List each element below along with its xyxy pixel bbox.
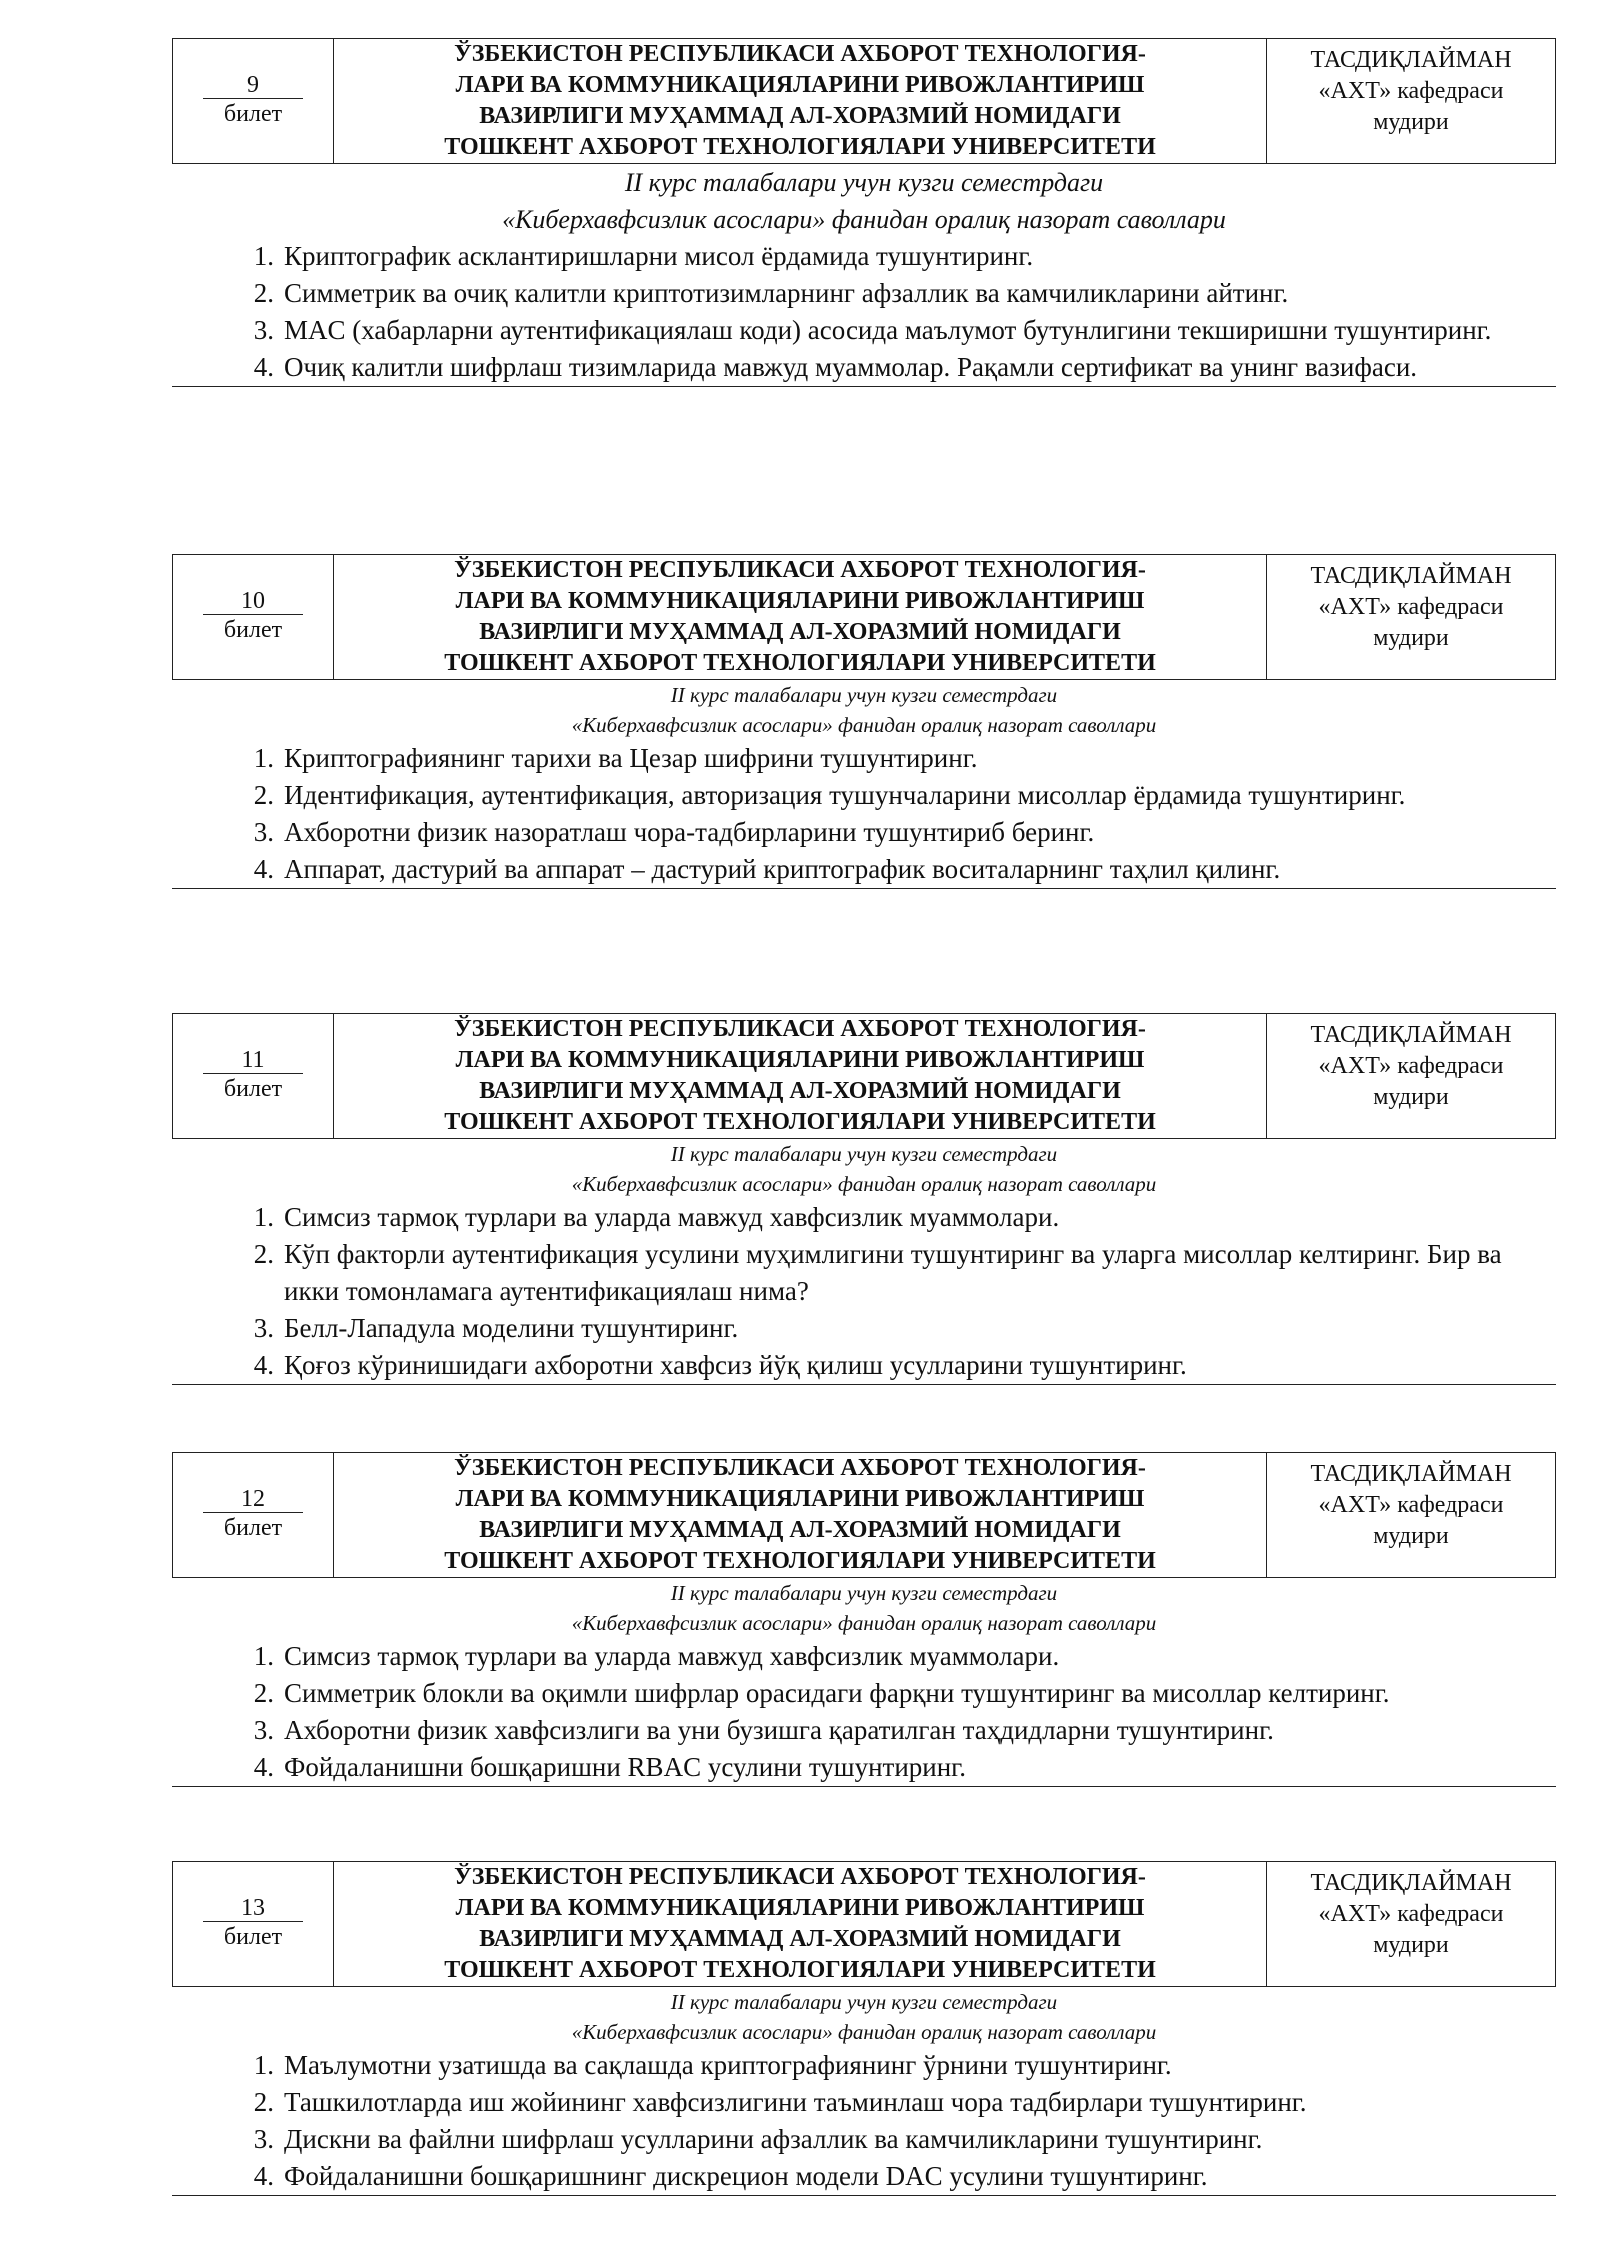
question-text: Криптографиянинг тарихи ва Цезар шифрини тушунтиринг. [284,743,978,773]
question-item [172,2047,1556,2084]
approval-line: ТАСДИҚЛАЙМАН [1310,1870,1512,1896]
subtitle-subject: «Киберхавфсизлик асослари» фанидан оралиқ назорат саволлари [571,1611,1157,1635]
approval-line: мудири [1373,1932,1449,1958]
approval-line: мудири [1373,1523,1449,1549]
subtitle-course: II курс талабалари учун кузги семестрдаги [670,1142,1058,1166]
approval-cell [1267,1862,1555,1986]
question-list [172,740,1556,889]
approval-line: мудири [1373,109,1449,135]
ticket-number: 10 [203,588,303,615]
question-text: Криптографик асклантиришларни мисол ёрдамида тушунтиринг. [284,241,1034,271]
ticket-number-cell [173,555,334,679]
ticket-number-cell [173,1453,334,1577]
question-item [172,349,1556,386]
question-number: 4. [253,1752,274,1782]
question-text: Дискни ва файлни шифрлаш усулларини афзаллик ва камчиликларини тушунтиринг. [284,2124,1263,2154]
question-number: 2. [253,278,274,308]
question-item [172,1310,1556,1347]
university-line: ЛАРИ ВА КОММУНИКАЦИЯЛАРИНИ РИВОЖЛАНТИРИШ [455,1047,1145,1073]
university-line: ТОШКЕНТ АХБОРОТ ТЕХНОЛОГИЯЛАРИ УНИВЕРСИТЕТИ [444,1109,1156,1135]
approval-line: ТАСДИҚЛАЙМАН [1310,1022,1512,1048]
approval-line: ТАСДИҚЛАЙМАН [1310,563,1512,589]
question-text: Фойдаланишни бошқаришнинг дискрецион модели DAC усулини тушунтиринг. [284,2161,1208,2191]
university-line: ЎЗБЕКИСТОН РЕСПУБЛИКАСИ АХБОРОТ ТЕХНОЛОГИЯ- [454,557,1146,583]
question-item [172,1712,1556,1749]
university-line: ЎЗБЕКИСТОН РЕСПУБЛИКАСИ АХБОРОТ ТЕХНОЛОГИЯ- [454,1016,1146,1042]
question-number: 2. [253,2087,274,2117]
ticket-number: 9 [203,72,303,99]
approval-line: мудири [1373,625,1449,651]
question-text: Симсиз тармоқ турлари ва уларда мавжуд хавфсизлик муаммолари. [284,1641,1060,1671]
ticket-header [172,554,1556,680]
question-number: 3. [253,1313,274,1343]
question-item [172,1638,1556,1675]
approval-line: ТАСДИҚЛАЙМАН [1310,1461,1512,1487]
ticket-number: 11 [203,1047,303,1074]
ticket-11 [172,1013,1556,1385]
question-number: 3. [253,315,274,345]
subtitle-subject: «Киберхавфсизлик асослари» фанидан оралиқ назорат саволлари [571,1172,1157,1196]
university-line: ТОШКЕНТ АХБОРОТ ТЕХНОЛОГИЯЛАРИ УНИВЕРСИТЕТИ [444,650,1156,676]
question-number: 1. [253,1641,274,1671]
university-name [334,1862,1267,1986]
approval-line: «АХТ» кафедраси [1318,1492,1504,1518]
approval-line: мудири [1373,1084,1449,1110]
question-item [172,312,1556,349]
question-list [172,238,1556,387]
question-item [172,814,1556,851]
university-name [334,1453,1267,1577]
question-item [172,777,1556,814]
question-number: 1. [253,241,274,271]
ticket-number-cell [173,1014,334,1138]
question-number: 4. [253,854,274,884]
subtitle-course: II курс талабалари учун кузги семестрдаги [670,1990,1058,2014]
question-item [172,2121,1556,2158]
subtitle-course: II курс талабалари учун кузги семестрдаги [670,683,1058,707]
question-list [172,1199,1556,1385]
ticket-number: 13 [203,1895,303,1922]
question-item [172,1749,1556,1786]
ticket-word: билет [223,617,283,643]
question-number: 2. [253,780,274,810]
question-number: 4. [253,352,274,382]
question-text: Ташкилотларда иш жойининг хавфсизлигини таъминлаш чора тадбирлари тушунтиринг. [284,2087,1307,2117]
question-text: Ахборотни физик хавфсизлиги ва уни бузишга қаратилган таҳдидларни тушунтиринг. [284,1715,1274,1745]
question-item [172,1199,1556,1236]
question-item [172,1347,1556,1384]
question-item [172,851,1556,888]
university-line: ЎЗБЕКИСТОН РЕСПУБЛИКАСИ АХБОРОТ ТЕХНОЛОГИЯ- [454,1455,1146,1481]
question-number: 4. [253,2161,274,2191]
subtitle-subject: «Киберхавфсизлик асослари» фанидан оралиқ назорат саволлари [502,205,1226,234]
university-line: ЎЗБЕКИСТОН РЕСПУБЛИКАСИ АХБОРОТ ТЕХНОЛОГИЯ- [454,1864,1146,1890]
approval-cell [1267,555,1555,679]
ticket-12 [172,1452,1556,1787]
question-item [172,2158,1556,2195]
question-text: Симметрик ва очиқ калитли криптотизимларнинг афзаллик ва камчиликларини айтинг. [284,278,1289,308]
university-line: ЛАРИ ВА КОММУНИКАЦИЯЛАРИНИ РИВОЖЛАНТИРИШ [455,1486,1145,1512]
question-number: 1. [253,1202,274,1232]
question-number: 1. [253,743,274,773]
ticket-13 [172,1861,1556,2196]
question-text: Фойдаланишни бошқаришни RBAC усулини тушунтиринг. [284,1752,966,1782]
question-number: 4. [253,1350,274,1380]
question-number: 3. [253,2124,274,2154]
question-number: 2. [253,1678,274,1708]
question-item [172,238,1556,275]
subtitle-course: II курс талабалари учун кузги семестрдаги [624,168,1104,197]
approval-line: ТАСДИҚЛАЙМАН [1310,47,1512,73]
ticket-word: билет [223,1515,283,1541]
university-line: ЎЗБЕКИСТОН РЕСПУБЛИКАСИ АХБОРОТ ТЕХНОЛОГИЯ- [454,41,1146,67]
university-line: ТОШКЕНТ АХБОРОТ ТЕХНОЛОГИЯЛАРИ УНИВЕРСИТЕТИ [444,1957,1156,1983]
approval-cell [1267,1453,1555,1577]
question-list [172,1638,1556,1787]
question-text: Очиқ калитли шифрлаш тизимларида мавжуд муаммолар. Рақамли сертификат ва унинг вазифаси. [284,352,1418,382]
approval-line: «АХТ» кафедраси [1318,594,1504,620]
university-line: ЛАРИ ВА КОММУНИКАЦИЯЛАРИНИ РИВОЖЛАНТИРИШ [455,1895,1145,1921]
ticket-word: билет [223,101,283,127]
question-number: 3. [253,1715,274,1745]
ticket-number-cell [173,39,334,163]
university-line: ВАЗИРЛИГИ МУҲАММАД АЛ-ХОРАЗМИЙ НОМИДАГИ [479,1078,1121,1104]
question-number: 1. [253,2050,274,2080]
ticket-10 [172,554,1556,889]
ticket-word: билет [223,1924,283,1950]
subtitle-subject: «Киберхавфсизлик асослари» фанидан оралиқ назорат саволлари [571,713,1157,737]
question-number: 3. [253,817,274,847]
approval-line: «АХТ» кафедраси [1318,1901,1504,1927]
university-line: ТОШКЕНТ АХБОРОТ ТЕХНОЛОГИЯЛАРИ УНИВЕРСИТЕТИ [444,134,1156,160]
approval-cell [1267,1014,1555,1138]
question-item [172,275,1556,312]
ticket-number-cell [173,1862,334,1986]
question-text: MAC (хабарларни аутентификациялаш коди) асосида маълумот бутунлигини текширишни тушунтиринг. [284,315,1492,345]
question-text: Аппарат, дастурий ва аппарат – дастурий криптографик воситаларнинг таҳлил қилинг. [284,854,1281,884]
question-text: Қоғоз кўринишидаги ахборотни хавфсиз йўқ қилиш усулларини тушунтиринг. [284,1350,1187,1380]
question-text: Маълумотни узатишда ва сақлашда криптографиянинг ўрнини тушунтиринг. [284,2050,1172,2080]
ticket-number: 12 [203,1486,303,1513]
university-name [334,555,1267,679]
approval-line: «АХТ» кафедраси [1318,1053,1504,1079]
question-text: Симметрик блокли ва оқимли шифрлар орасидаги фарқни тушунтиринг ва мисоллар келтиринг. [284,1678,1390,1708]
subtitle-course: II курс талабалари учун кузги семестрдаги [670,1581,1058,1605]
subtitle-subject: «Киберхавфсизлик асослари» фанидан оралиқ назорат саволлари [571,2020,1157,2044]
ticket-9 [172,38,1556,387]
question-item [172,2084,1556,2121]
ticket-header [172,1452,1556,1578]
approval-line: «АХТ» кафедраси [1318,78,1504,104]
question-text: Идентификация, аутентификация, авторизация тушунчаларини мисоллар ёрдамида тушунтиринг. [284,780,1406,810]
ticket-header [172,1861,1556,1987]
university-name [334,39,1267,163]
question-number: 2. [253,1239,274,1269]
university-line: ЛАРИ ВА КОММУНИКАЦИЯЛАРИНИ РИВОЖЛАНТИРИШ [455,588,1145,614]
question-text: Белл-Лападула моделини тушунтиринг. [284,1313,739,1343]
university-line: ЛАРИ ВА КОММУНИКАЦИЯЛАРИНИ РИВОЖЛАНТИРИШ [455,72,1145,98]
approval-cell [1267,39,1555,163]
university-line: ВАЗИРЛИГИ МУҲАММАД АЛ-ХОРАЗМИЙ НОМИДАГИ [479,1926,1121,1952]
question-text: Кўп факторли аутентификация усулини муҳимлигини тушунтиринг ва уларга мисоллар келтиринг. Бир ва икки томонламага аутентификациялаш нима? [284,1239,1502,1306]
university-line: ВАЗИРЛИГИ МУҲАММАД АЛ-ХОРАЗМИЙ НОМИДАГИ [479,619,1121,645]
question-text: Ахборотни физик назоратлаш чора-тадбирларини тушунтириб беринг. [284,817,1095,847]
question-list [172,2047,1556,2196]
ticket-header [172,38,1556,164]
ticket-header [172,1013,1556,1139]
question-item [172,1675,1556,1712]
university-line: ТОШКЕНТ АХБОРОТ ТЕХНОЛОГИЯЛАРИ УНИВЕРСИТЕТИ [444,1548,1156,1574]
question-item [172,1236,1556,1310]
ticket-word: билет [223,1076,283,1102]
university-line: ВАЗИРЛИГИ МУҲАММАД АЛ-ХОРАЗМИЙ НОМИДАГИ [479,103,1121,129]
question-item [172,740,1556,777]
university-name [334,1014,1267,1138]
question-text: Симсиз тармоқ турлари ва уларда мавжуд хавфсизлик муаммолари. [284,1202,1060,1232]
university-line: ВАЗИРЛИГИ МУҲАММАД АЛ-ХОРАЗМИЙ НОМИДАГИ [479,1517,1121,1543]
